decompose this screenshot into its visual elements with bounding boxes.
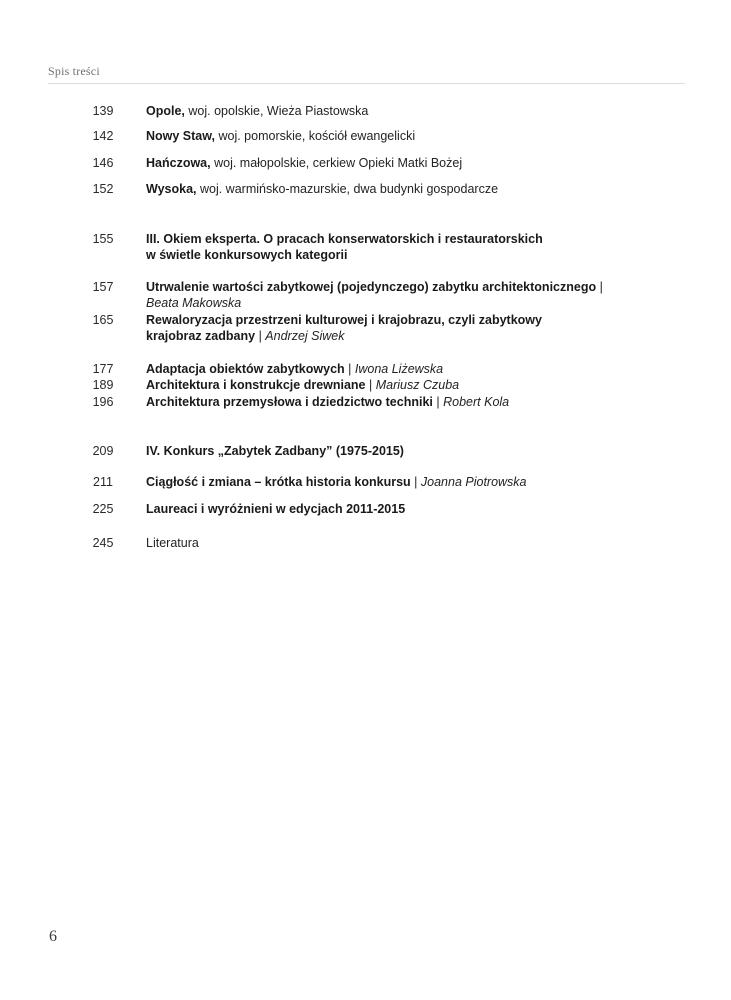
- entry-description: woj. małopolskie, cerkiew Opieki Matki Bożej: [214, 156, 463, 170]
- entry-title: Ciągłość i zmiana – krótka historia konkursu: [146, 475, 411, 489]
- entry-text: [146, 394, 616, 410]
- author-separator: |: [414, 475, 418, 489]
- entry-title: Laureaci i wyróżnieni w edycjach 2011-2015: [146, 502, 406, 516]
- entry-title: Nowy Staw,: [146, 129, 215, 143]
- entry-page-number: 152: [92, 182, 114, 196]
- entry-text: [146, 279, 616, 311]
- entry-title: Opole,: [146, 104, 185, 118]
- entry-title: Wysoka,: [146, 182, 197, 196]
- entry-page-number: 142: [92, 129, 114, 143]
- author-separator: |: [369, 378, 373, 392]
- entry-page-number: 139: [92, 104, 114, 118]
- entry-page-number: 177: [92, 362, 114, 376]
- running-head: Spis treści: [48, 64, 100, 78]
- entry-text: [146, 128, 616, 144]
- entry-page-number: 189: [92, 378, 114, 392]
- entry-description: woj. pomorskie, kościół ewangelicki: [218, 129, 416, 143]
- entry-description: woj. warmińsko-mazurskie, dwa budynki gospodarcze: [199, 182, 499, 196]
- entry-text: [146, 474, 616, 490]
- entry-text: [146, 312, 616, 344]
- entry-page-number: 157: [92, 280, 114, 294]
- entry-page-number: 225: [92, 502, 114, 516]
- entry-page-number: 196: [92, 395, 114, 409]
- section-heading-line: w świetle konkursowych kategorii: [146, 248, 348, 262]
- entry-author: Beata Makowska: [146, 296, 242, 310]
- entry-title: Architektura i konstrukcje drewniane: [146, 378, 366, 392]
- entry-author: Joanna Piotrowska: [420, 475, 527, 489]
- entry-text: [146, 361, 616, 377]
- entry-page-number: 165: [92, 313, 114, 327]
- entry-title: Literatura: [146, 536, 199, 550]
- entry-author: Iwona Liżewska: [354, 362, 444, 376]
- entry-description: woj. opolskie, Wieża Piastowska: [188, 104, 369, 118]
- entry-title: Hańczowa,: [146, 156, 211, 170]
- section-heading-line: III. Okiem eksperta. O pracach konserwatorskich i restauratorskich: [146, 232, 543, 246]
- section-heading: IV. Konkurs „Zabytek Zadbany” (1975-2015): [146, 444, 404, 458]
- author-separator: |: [348, 362, 352, 376]
- entry-page-number: 209: [92, 444, 114, 458]
- entry-author: Robert Kola: [443, 395, 510, 409]
- entry-text: [146, 181, 616, 197]
- author-separator: |: [599, 280, 603, 294]
- section-heading: [146, 231, 616, 263]
- entry-page-number: 146: [92, 156, 114, 170]
- author-separator: |: [436, 395, 440, 409]
- entry-page-number: 245: [92, 536, 114, 550]
- page-number: 6: [49, 928, 57, 945]
- entry-text: [146, 377, 616, 393]
- entry-page-number: 211: [93, 475, 113, 489]
- author-separator: |: [258, 329, 262, 343]
- header-rule: [48, 83, 685, 84]
- entry-text: [146, 103, 616, 119]
- entry-title: Adaptacja obiektów zabytkowych: [146, 362, 345, 376]
- entry-title: Architektura przemysłowa i dziedzictwo techniki: [146, 395, 433, 409]
- entry-author: Mariusz Czuba: [375, 378, 460, 392]
- entry-author: Andrzej Siwek: [265, 329, 345, 343]
- entry-page-number: 155: [92, 232, 114, 246]
- entry-title-line: krajobraz zadbany: [146, 329, 256, 343]
- entry-title: Utrwalenie wartości zabytkowej (pojedynczego) zabytku architektonicznego: [146, 280, 597, 294]
- entry-text: [146, 155, 616, 171]
- entry-title-line: Rewaloryzacja przestrzeni kulturowej i krajobrazu, czyli zabytkowy: [146, 313, 542, 327]
